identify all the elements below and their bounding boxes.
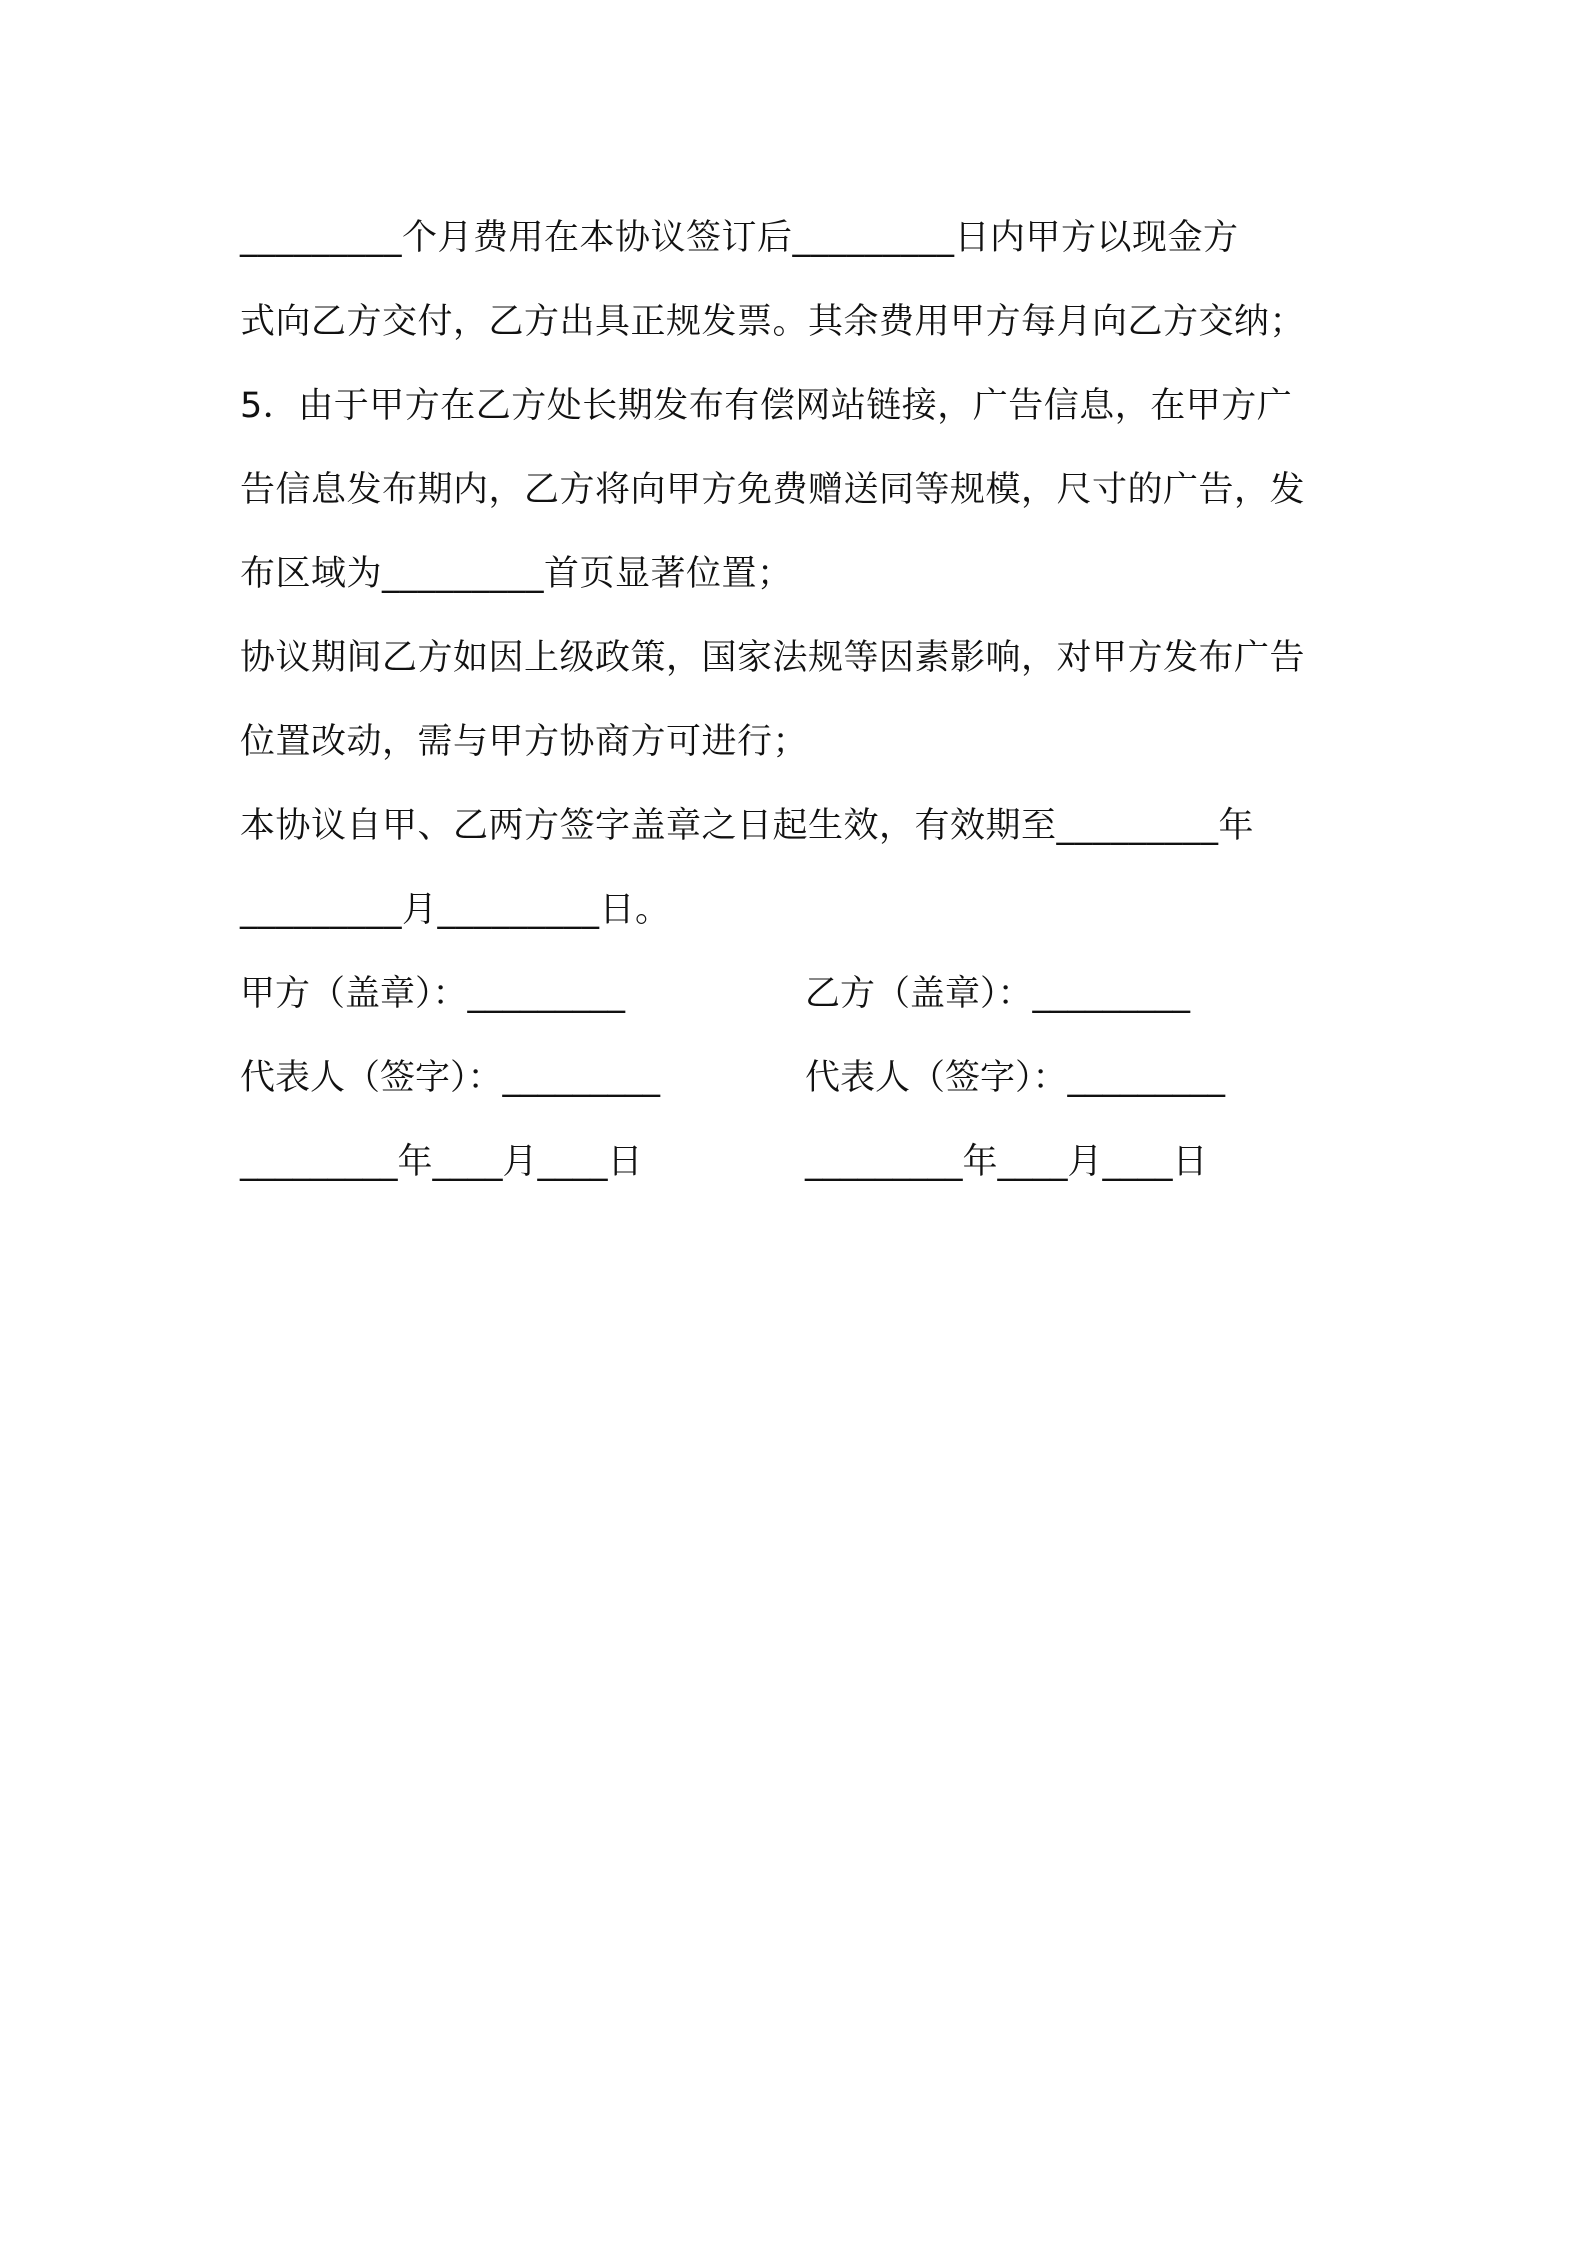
paragraph-line: 协议期间乙方如因上级政策，国家法规等因素影响，对甲方发布广告 [240,638,1306,678]
paragraph-line: _________月_________日。 [240,890,671,930]
paragraph-line: 本协议自甲、乙两方签字盖章之日起生效，有效期至_________年 [240,806,1255,846]
paragraph-line: 布区域为_________首页显著位置； [240,554,793,594]
party-b-date: _________年____月____日 [805,1142,1208,1182]
paragraph-line: 式向乙方交付，乙方出具正规发票。其余费用甲方每月向乙方交纳； [240,302,1306,342]
document-body [240,196,1360,1204]
signature-date-row [240,1120,1360,1204]
party-b-seal: 乙方（盖章）：_________ [805,974,1191,1014]
signature-seal-row [240,952,1360,1036]
paragraph-line: 告信息发布期内，乙方将向甲方免费赠送同等规模，尺寸的广告，发 [240,470,1306,510]
party-a-representative: 代表人（签字）：_________ [240,1058,661,1098]
paragraph-line: 5．由于甲方在乙方处长期发布有偿网站链接，广告信息，在甲方广 [240,386,1293,426]
paragraph-line: 位置改动，需与甲方协商方可进行； [240,722,809,762]
party-b-representative: 代表人（签字）：_________ [805,1058,1226,1098]
party-a-seal: 甲方（盖章）：_________ [240,974,626,1014]
paragraph-line: _________个月费用在本协议签订后_________日内甲方以现金方 [240,218,1239,258]
party-a-date: _________年____月____日 [240,1142,643,1182]
signature-representative-row [240,1036,1360,1120]
